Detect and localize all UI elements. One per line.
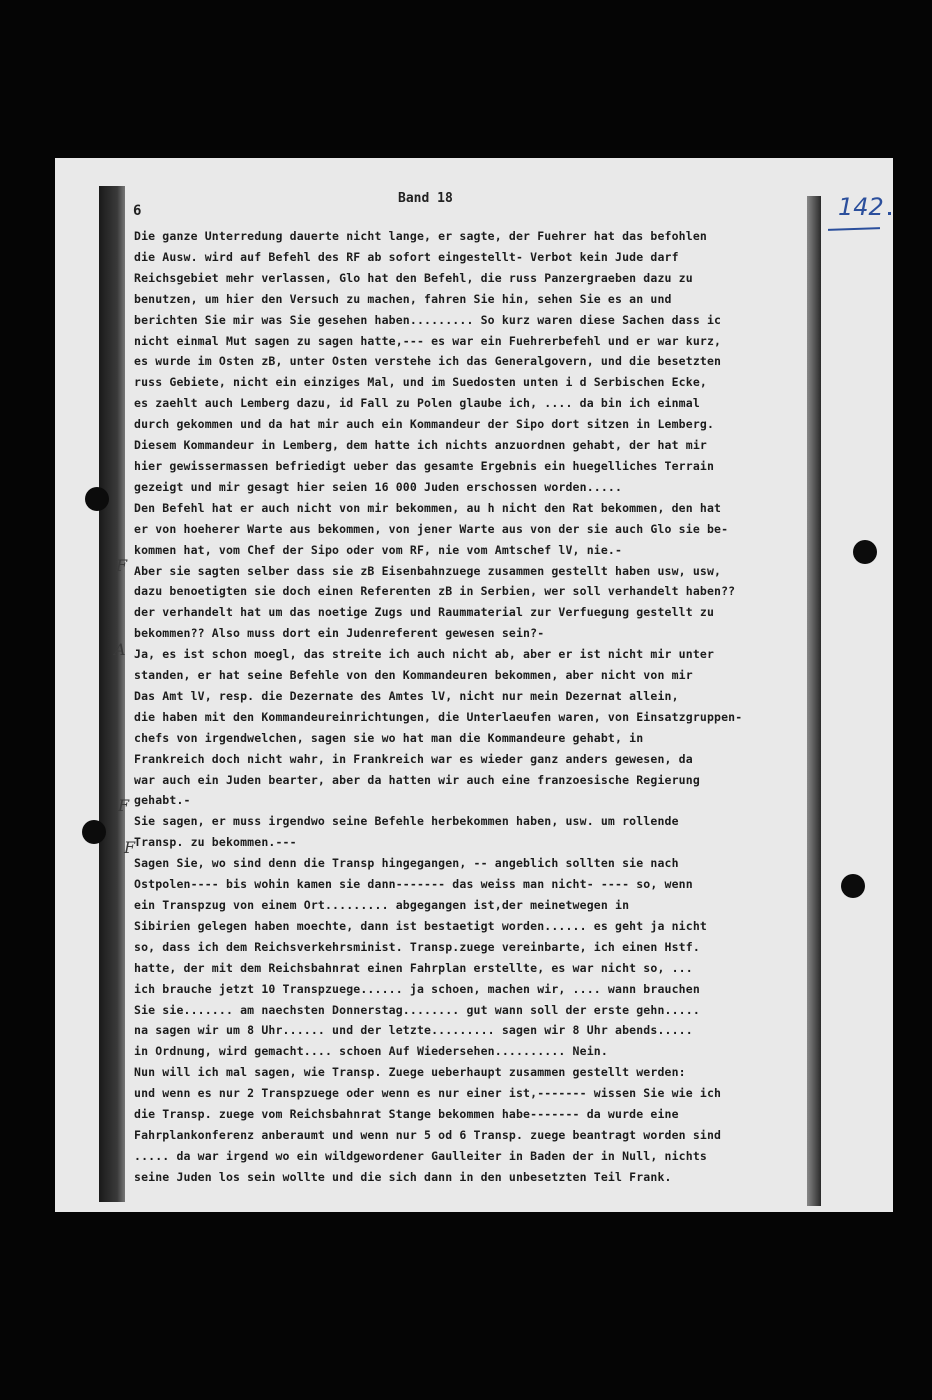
- text-line: die Ausw. wird auf Befehl des RF ab sofort eingestellt- Verbot kein Jude darf: [134, 249, 679, 264]
- text-line: russ Gebiete, nicht ein einziges Mal, und im Suedosten unten i d Serbischen Ecke,: [134, 375, 707, 390]
- text-line: na sagen wir um 8 Uhr...... und der letzte......... sagen wir 8 Uhr abends.....: [134, 1023, 693, 1038]
- folio-number: 142: [838, 193, 884, 221]
- text-line: die haben mit den Kommandeureinrichtungen, die Unterlaeufen waren, von Einsatzgruppen-: [134, 709, 743, 724]
- text-line: Reichsgebiet mehr verlassen, Glo hat den Befehl, die russ Panzergraeben dazu zu: [134, 270, 693, 285]
- text-line: ich brauche jetzt 10 Transpzuege...... ja schoen, machen wir, .... wann brauchen: [134, 981, 700, 996]
- text-line: die Transp. zuege vom Reichsbahnrat Stange bekommen habe------- da wurde eine: [134, 1107, 679, 1122]
- text-line: Das Amt lV, resp. die Dezernate des Amtes lV, nicht nur mein Dezernat allein,: [134, 688, 679, 703]
- binder-strip-right: [807, 196, 821, 1206]
- text-line: nicht einmal Mut sagen zu sagen hatte,--- es war ein Fuehrerbefehl und er war kurz,: [134, 333, 722, 348]
- text-line: Ja, es ist schon moegl, das streite ich auch nicht ab, aber er ist nicht mir unter: [134, 647, 715, 662]
- text-line: benutzen, um hier den Versuch zu machen, fahren Sie hin, sehen Sie es an und: [134, 291, 672, 306]
- text-line: Nun will ich mal sagen, wie Transp. Zuege ueberhaupt zusammen gestellt werden:: [134, 1065, 686, 1080]
- folio-dot: [888, 212, 891, 215]
- text-line: so, dass ich dem Reichsverkehrsminist. Transp.zuege vereinbarte, ich einen Hstf.: [134, 939, 700, 954]
- text-line: chefs von irgendwelchen, sagen sie wo hat man die Kommandeure gehabt, in: [134, 730, 644, 745]
- text-line: Sagen Sie, wo sind denn die Transp hingegangen, -- angeblich sollten sie nach: [134, 856, 679, 871]
- text-line: es wurde im Osten zB, unter Osten verstehe ich das Generalgovern, und die besetzten: [134, 354, 722, 369]
- text-line: Frankreich doch nicht wahr, in Frankreich war es wieder ganz anders gewesen, da: [134, 751, 693, 766]
- text-line: durch gekommen und da hat mir auch ein Kommandeur der Sipo dort sitzen in Lemberg.: [134, 417, 715, 432]
- text-line: Aber sie sagten selber dass sie zB Eisenbahnzuege zusammen gestellt haben usw, usw,: [134, 563, 722, 578]
- text-line: hatte, der mit dem Reichsbahnrat einen Fahrplan erstellte, es war nicht so, ...: [134, 960, 693, 975]
- text-line: Den Befehl hat er auch nicht von mir bekommen, au h nicht den Rat bekommen, den hat: [134, 500, 722, 515]
- text-line: gezeigt und mir gesagt hier seien 16 000 Juden erschossen worden.....: [134, 479, 623, 494]
- punch-hole: [841, 874, 865, 898]
- margin-mark: A: [114, 640, 126, 659]
- punch-hole: [853, 540, 877, 564]
- punch-hole: [82, 820, 106, 844]
- margin-mark: F: [118, 796, 130, 815]
- binder-strip-left: [99, 186, 128, 1202]
- text-line: Sie sagen, er muss irgendwo seine Befehle herbekommen haben, usw. um rollende: [134, 814, 679, 829]
- text-line: in Ordnung, wird gemacht.... schoen Auf Wiedersehen.......... Nein.: [134, 1044, 608, 1059]
- text-line: hier gewissermassen befriedigt ueber das gesamte Ergebnis ein huegelliches Terrain: [134, 458, 715, 473]
- text-line: seine Juden los sein wollte und die sich dann in den unbesetzten Teil Frank.: [134, 1169, 672, 1184]
- text-line: Transp. zu bekommen.---: [134, 835, 297, 850]
- text-line: Sibirien gelegen haben moechte, dann ist bestaetigt worden...... es geht ja nicht: [134, 918, 707, 933]
- page-number: 6: [133, 203, 142, 219]
- text-line: und wenn es nur 2 Transpzuege oder wenn es nur einer ist,------- wissen Sie wie ich: [134, 1086, 722, 1101]
- text-line: Ostpolen---- bis wohin kamen sie dann------- das weiss man nicht- ---- so, wenn: [134, 877, 693, 892]
- text-line: Fahrplankonferenz anberaumt und wenn nur 5 od 6 Transp. zuege beantragt worden sind: [134, 1127, 722, 1142]
- text-line: Sie sie....... am naechsten Donnerstag........ gut wann soll der erste gehn.....: [134, 1002, 700, 1017]
- text-line: er von hoeherer Warte aus bekommen, von jener Warte aus von der sie auch Glo sie be-: [134, 521, 729, 536]
- text-line: kommen hat, vom Chef der Sipo oder vom RF, nie vom Amtschef lV, nie.-: [134, 542, 623, 557]
- text-line: gehabt.-: [134, 793, 191, 808]
- punch-hole: [85, 487, 109, 511]
- text-line: bekommen?? Also muss dort ein Judenreferent gewesen sein?-: [134, 626, 545, 641]
- text-line: der verhandelt hat um das noetige Zugs und Raummaterial zur Verfuegung gestellt zu: [134, 605, 715, 620]
- volume-label: Band 18: [398, 191, 453, 206]
- text-line: Diesem Kommandeur in Lemberg, dem hatte ich nichts anzuordnen gehabt, der hat mir: [134, 438, 707, 453]
- text-line: ..... da war irgend wo ein wildgewordener Gaulleiter in Baden der in Null, nichts: [134, 1148, 707, 1163]
- text-line: dazu benoetigten sie doch einen Referenten zB in Serbien, wer soll verhandelt haben??: [134, 584, 736, 599]
- text-line: war auch ein Juden bearter, aber da hatten wir auch eine franzoesische Regierung: [134, 772, 700, 787]
- margin-mark: F: [116, 556, 128, 575]
- text-line: standen, er hat seine Befehle von den Kommandeuren bekommen, aber nicht von mir: [134, 668, 693, 683]
- typewritten-body: [134, 226, 804, 1188]
- margin-mark: F: [124, 838, 136, 857]
- text-line: Die ganze Unterredung dauerte nicht lange, er sagte, der Fuehrer hat das befohlen: [134, 229, 707, 243]
- text-line: es zaehlt auch Lemberg dazu, id Fall zu Polen glaube ich, .... da bin ich einmal: [134, 396, 700, 411]
- text-line: berichten Sie mir was Sie gesehen haben......... So kurz waren diese Sachen dass ic: [134, 312, 722, 327]
- text-line: ein Transpzug von einem Ort......... abgegangen ist,der meinetwegen in: [134, 898, 630, 912]
